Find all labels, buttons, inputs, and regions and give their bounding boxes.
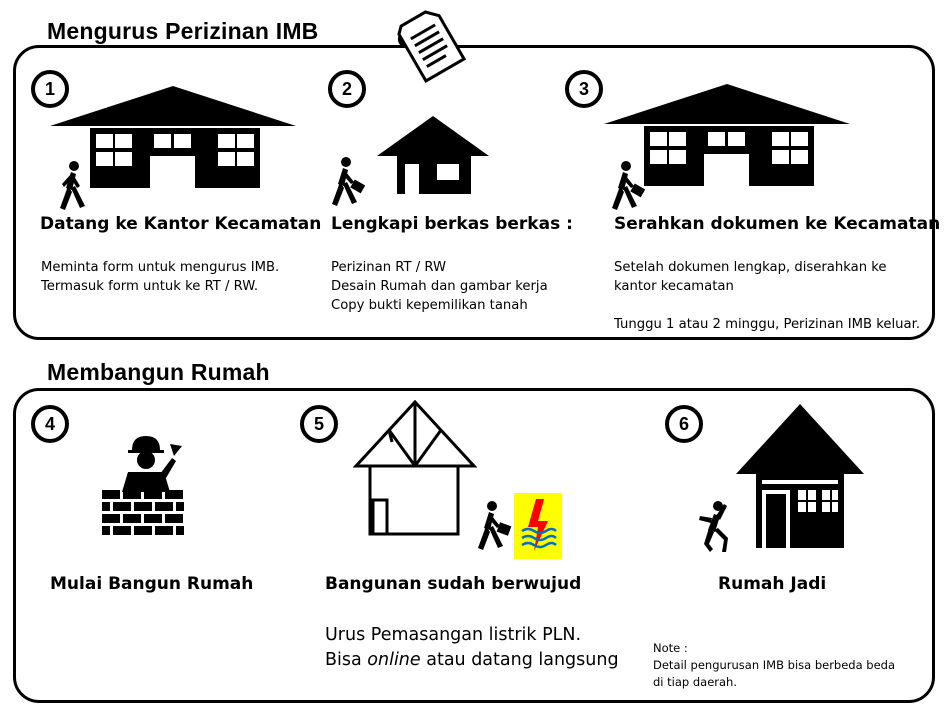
step-5-line-2-before: Bisa: [325, 650, 368, 670]
pln-logo-icon: [514, 493, 562, 559]
step-title-3: Serahkan dokumen ke Kecamatan: [614, 214, 941, 234]
office-building-icon: [50, 86, 300, 190]
step-3-line-4: Tunggu 1 atau 2 minggu, Perizinan IMB keluar.: [614, 317, 921, 332]
step-number-4: 4: [31, 405, 69, 443]
step-2-line-1: Perizinan RT / RW: [331, 260, 447, 275]
person-walking-icon: [476, 500, 514, 552]
step-text-2: [331, 258, 548, 315]
step-text-1: [41, 258, 279, 296]
note-line-2: di tiap daerah.: [653, 675, 737, 689]
step-1-line-2: Termasuk form untuk ke RT / RW.: [41, 279, 259, 294]
step-text-3: [614, 258, 920, 334]
builder-icon: [100, 432, 210, 544]
step-number-6: 6: [665, 405, 703, 443]
note-label: Note :: [653, 641, 688, 655]
step-title-4: Mulai Bangun Rumah: [50, 574, 254, 594]
note: [653, 640, 895, 691]
step-text-5: [325, 623, 619, 673]
step-number-1: 1: [31, 70, 69, 108]
step-5-line-2-after: atau datang langsung: [420, 650, 619, 670]
house-frame-icon: [354, 400, 478, 538]
house-icon: [736, 404, 864, 548]
step-3-line-3: [614, 296, 920, 315]
step-5-line-1: Urus Pemasangan listrik PLN.: [325, 625, 582, 645]
note-line-1: Detail pengurusan IMB bisa berbeda beda: [653, 658, 896, 672]
step-3-line-1: Setelah dokumen lengkap, diserahkan ke: [614, 260, 887, 275]
step-5-line-2: [325, 648, 619, 673]
section-title-build: Membangun Rumah: [43, 359, 274, 386]
section-title-imb: Mengurus Perizinan IMB: [43, 18, 322, 45]
house-icon: [377, 116, 489, 194]
step-title-5: Bangunan sudah berwujud: [325, 574, 582, 594]
step-3-line-2: kantor kecamatan: [614, 279, 734, 294]
document-icon: [390, 4, 470, 84]
person-walking-icon: [610, 160, 646, 212]
step-title-2: Lengkapi berkas berkas :: [331, 214, 573, 234]
step-number-3: 3: [565, 70, 603, 108]
step-number-2: 2: [328, 70, 366, 108]
step-title-6: Rumah Jadi: [718, 574, 827, 594]
person-jumping-icon: [696, 500, 732, 554]
person-walking-icon: [54, 160, 86, 212]
step-1-line-1: Meminta form untuk mengurus IMB.: [41, 260, 280, 275]
step-5-line-2-italic: online: [367, 650, 421, 670]
person-walking-icon: [330, 156, 366, 208]
step-2-line-3: Copy bukti kepemilikan tanah: [331, 298, 528, 313]
step-2-line-2: Desain Rumah dan gambar kerja: [331, 279, 548, 294]
step-number-5: 5: [300, 405, 338, 443]
step-title-1: Datang ke Kantor Kecamatan: [40, 214, 322, 234]
